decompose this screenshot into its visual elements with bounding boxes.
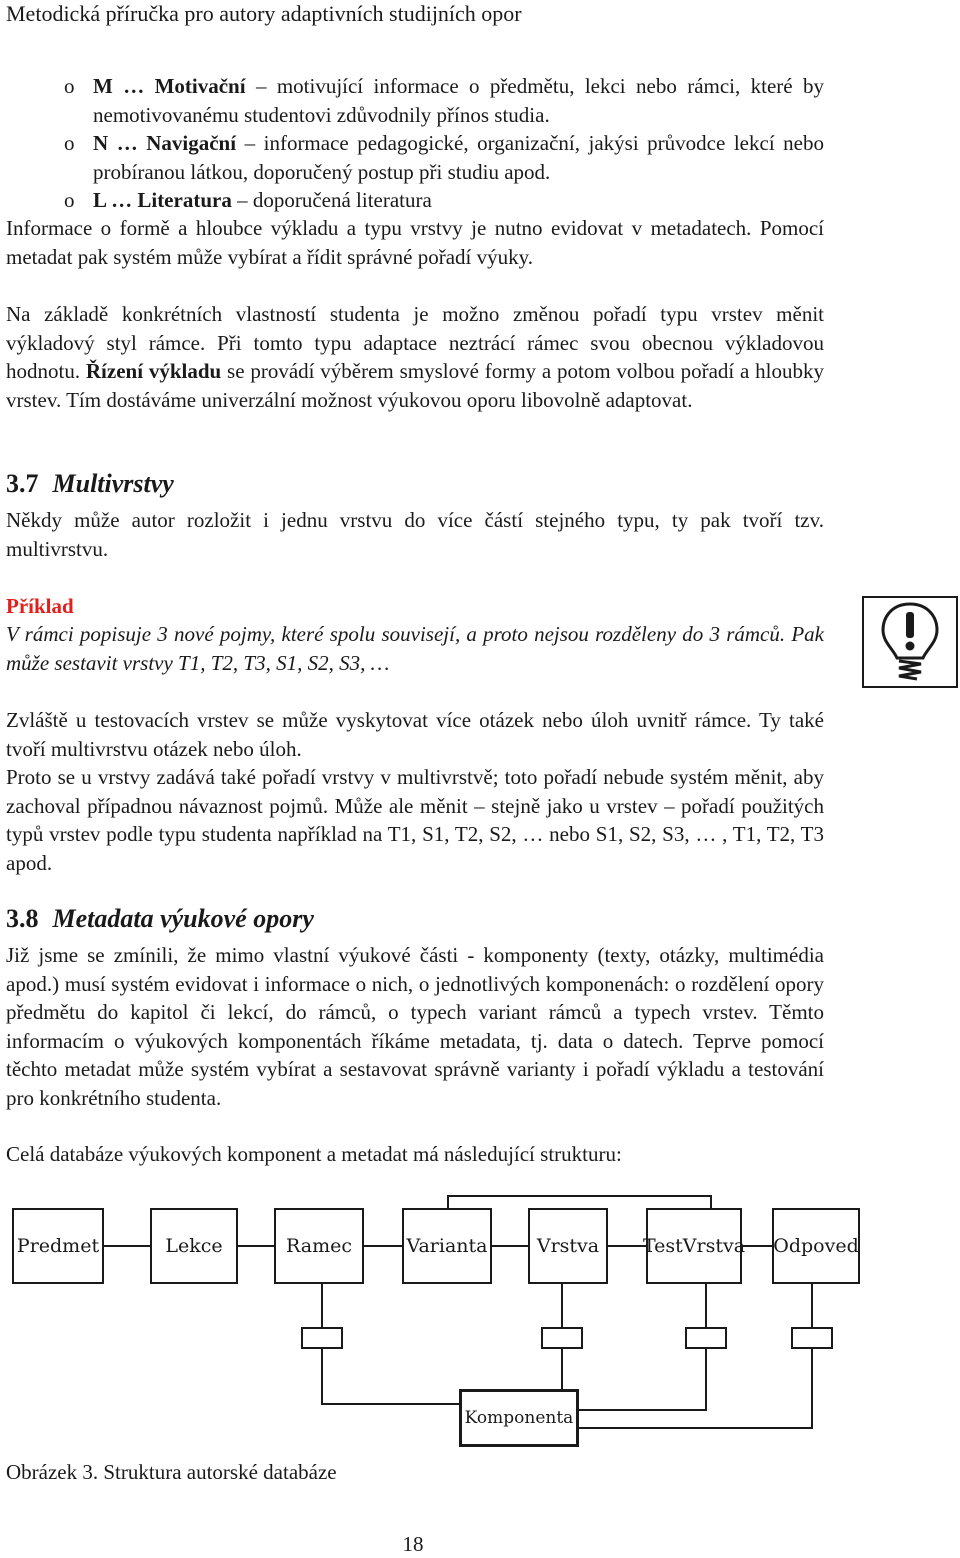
bullet-motivacni (93, 72, 824, 129)
entity-predmet: Predmet (12, 1208, 104, 1284)
example-text: V rámci popisuje 3 nové pojmy, které spolu souvisejí, a proto nejsou rozděleny do 3 rámců. Pak může sestavit vrstvy T1, T2, T3, S1, S2, S3, … (6, 622, 824, 675)
paragraph-structure-intro: Celá databáze výukových komponent a metadat má následující strukturu: (6, 1142, 622, 1166)
paragraph-adaptation (6, 300, 824, 414)
section-heading-3-8 (6, 903, 314, 935)
entity-ramec: Ramec (274, 1208, 364, 1284)
bullet-marker: o (64, 74, 75, 98)
entity-testvrstva: TestVrstva (646, 1208, 742, 1284)
bullet-text: – motivující informace o předmětu, lekci nebo rámci, které by nemotivovanému studentovi zdůvodnily přínos studia. (93, 74, 824, 127)
paragraph-poradi: Proto se u vrstvy zadává také pořadí vrstvy v multivrstvě; toto pořadí nebude systém měnit, aby zachoval případnou návaznost pojmů. Může ale měnit – stejně jako u vrstev – pořadí použitých typů vrstev podle typu studenta například na T1, S1, T2, S2, … nebo S1, S2, S3, … , T1, T2, T3 apod. (6, 765, 824, 875)
link-varianta-testvrstva (448, 1196, 711, 1208)
example-title: Příklad (6, 594, 74, 618)
entity-vrstva: Vrstva (528, 1208, 608, 1284)
bullet-marker: o (64, 131, 75, 155)
section-title: Metadata výukové opory (52, 904, 314, 933)
text-run: Na základě konkrétních vlastností studenta je možno změnou pořadí typu vrstev měnit výkladový styl rámce. Při tomto typu adaptace neztrácí rámec svou obecnou výkladovou hodnotu. (6, 302, 824, 383)
bullet-key: M … Motivační (93, 74, 246, 98)
paragraph-testovaci: Zvláště u testovacích vrstev se může vyskytovat více otázek nebo úloh uvnitř rámce. Ty také tvoří multivrstvu otázek nebo úloh. (6, 708, 824, 761)
bullet-literatura (93, 186, 824, 215)
entity-varianta: Varianta (402, 1208, 492, 1284)
section-title: Multivrstvy (52, 469, 174, 498)
bold-term: Řízení výkladu (85, 359, 222, 383)
entity-komponenta: Komponenta (460, 1390, 578, 1446)
section-heading-3-7 (6, 468, 174, 500)
entity-lekce: Lekce (150, 1208, 238, 1284)
bullet-text: – doporučená literatura (231, 188, 432, 212)
entity-odpoved: Odpoved (772, 1208, 860, 1284)
bullet-navigacni (93, 129, 824, 186)
section-number: 3.8 (6, 904, 39, 933)
paragraph-multivrstva: Někdy může autor rozložit i jednu vrstvu do více částí stejného typu, ty pak tvoří tzv. multivrstvu. (6, 508, 824, 561)
bullet-key: L … Literatura (93, 188, 232, 212)
paragraph-metadata-form: Informace o formě a hloubce výkladu a typu vrstvy je nutno evidovat v metadatech. Pomocí metadat pak systém může vybírat a řídit správné pořadí výuky. (6, 216, 824, 269)
figure-caption: Obrázek 3. Struktura autorské databáze (6, 1460, 337, 1484)
bullet-marker: o (64, 188, 75, 212)
bullet-text: – informace pedagogické, organizační, jakýsi průvodce lekcí nebo probíranou látkou, doporučený postup při studiu apod. (93, 131, 825, 184)
exclamation-bulb-icon (862, 596, 958, 688)
paragraph-metadata: Již jsme se zmínili, že mimo vlastní výukové části - komponenty (texty, otázky, multimédia apod.) musí systém evidovat i informace o nich, o jednotlivých komponenách: o rozdělení opory předmětu do kapitol či lekcí, do rámců, o typech variant rámců a typech vrstev. Těmto informacím o výukových komponentách říkáme metadata, tj. data o datech. Teprve pomocí těchto metadat může systém vybírat a sestavovat správně varianty i pořadí výkladu a testování pro konkrétního studenta. (6, 943, 824, 1110)
running-header: Metodická příručka pro autory adaptivních studijních opor (6, 1, 522, 26)
text-run: se provádí výběrem smyslové formy a potom volbou pořadí a hloubky vrstev. Tím dostáváme univerzální možnost výukovou oporu libovolně adaptovat. (6, 359, 824, 412)
section-number: 3.7 (6, 469, 39, 498)
page-number: 18 (402, 1532, 424, 1556)
bullet-key: N … Navigační (93, 131, 237, 155)
